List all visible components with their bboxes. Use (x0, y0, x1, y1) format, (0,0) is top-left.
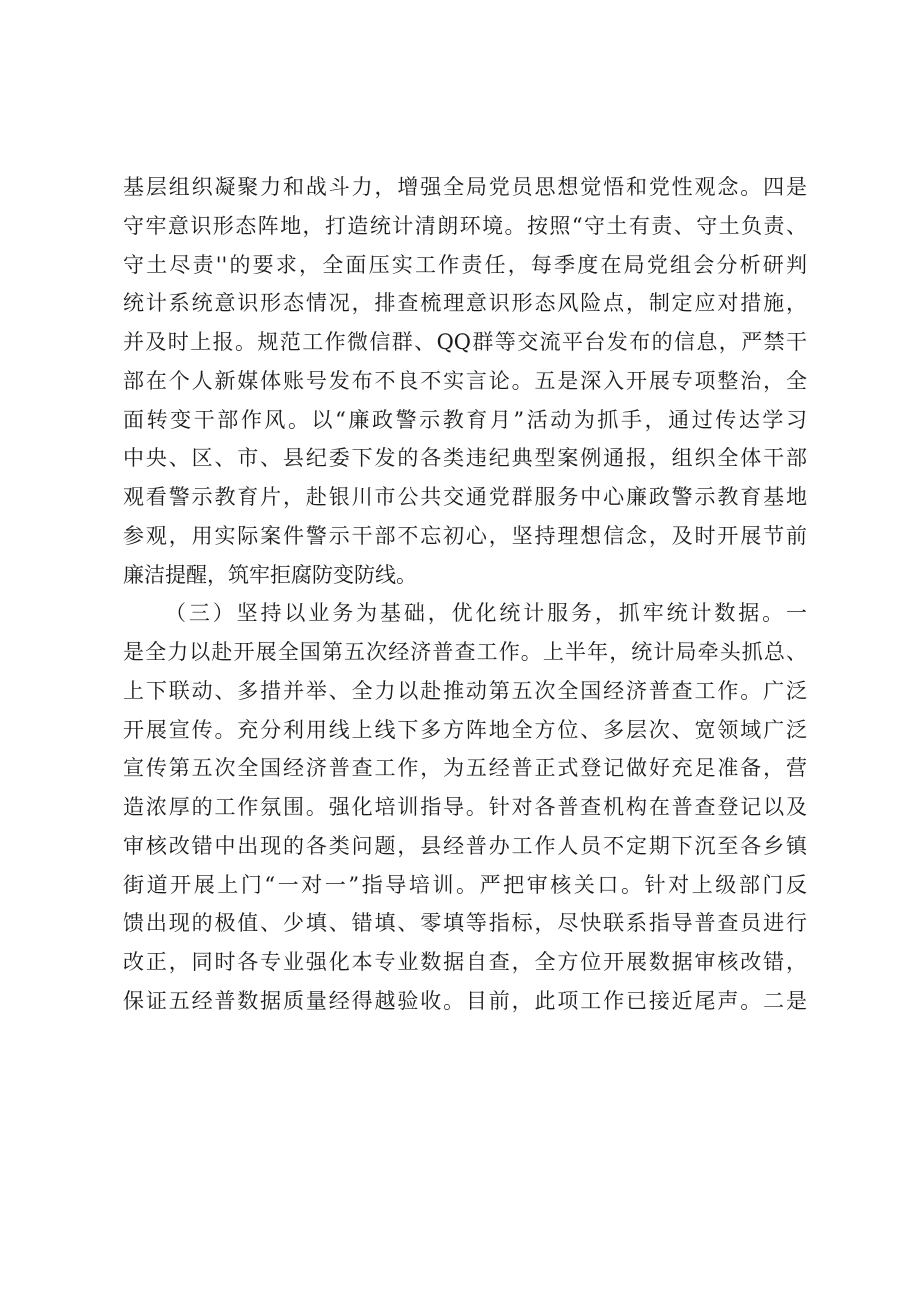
text-line: 保证五经普数据质量经得越验收。目前，此项工作已接近尾声。二是 (123, 988, 807, 1013)
text-line: 面转变干部作风。以“廉政警示教育月”活动为抓手，通过传达学习 (123, 407, 807, 432)
text-line: 观看警示教育片，赴银川市公共交通党群服务中心廉政警示教育基地 (123, 485, 807, 509)
text-line: 是全力以赴开展全国第五次经济普查工作。上半年，统计局牵头抓总、 (123, 640, 807, 664)
text-line: 守土尽责''的要求，全面压实工作责任，每季度在局党组会分析研判 (123, 252, 807, 277)
text-line: 统计系统意识形态情况，排查梳理意识形态风险点，制定应对措施， (123, 291, 807, 316)
text-line: 上下联动、多措并举、全力以赴推动第五次全国经济普查工作。广泛 (123, 678, 807, 703)
text-line: 并及时上报。规范工作微信群、QQ群等交流平台发布的信息，严禁干 (123, 330, 807, 354)
text-line: 审核改错中出现的各类问题，县经普办工作人员不定期下沉至各乡镇 (123, 833, 807, 858)
text-line: 街道开展上门“一对一”指导培训。严把审核关口。针对上级部门反 (123, 872, 807, 897)
text-line: 中央、区、市、县纪委下发的各类违纪典型案例通报，组织全体干部 (123, 446, 807, 471)
text-line: 基层组织凝聚力和战斗力，增强全局党员思想觉悟和党性观念。四是 (123, 175, 807, 199)
text-line: 宣传第五次全国经济普查工作，为五经普正式登记做好充足准备，营 (123, 756, 807, 781)
text-line: 廉洁提醒，筑牢拒腐防变防线。 (123, 562, 417, 587)
body-text (123, 168, 807, 1021)
text-line: 改正，同时各专业强化本专业数据自查，全方位开展数据审核改错， (123, 950, 807, 974)
text-line: 参观，用实际案件警示干部不忘初心，坚持理想信念，及时开展节前 (123, 523, 807, 548)
text-line: 馈出现的极值、少填、错填、零填等指标，尽快联系指导普查员进行 (123, 911, 807, 936)
text-line: 部在个人新媒体账号发布不良不实言论。五是深入开展专项整治，全 (123, 368, 807, 393)
text-line: 开展宣传。充分利用线上线下多方阵地全方位、多层次、宽领域广泛 (123, 717, 807, 742)
text-line: 守牢意识形态阵地，打造统计清朗环境。按照“守土有责、守土负责、 (123, 213, 807, 238)
text-line: 造浓厚的工作氛围。强化培训指导。针对各普查机构在普查登记以及 (123, 795, 807, 819)
section-heading-line: （三）坚持以业务为基础，优化统计服务，抓牢统计数据。一 (165, 601, 807, 626)
